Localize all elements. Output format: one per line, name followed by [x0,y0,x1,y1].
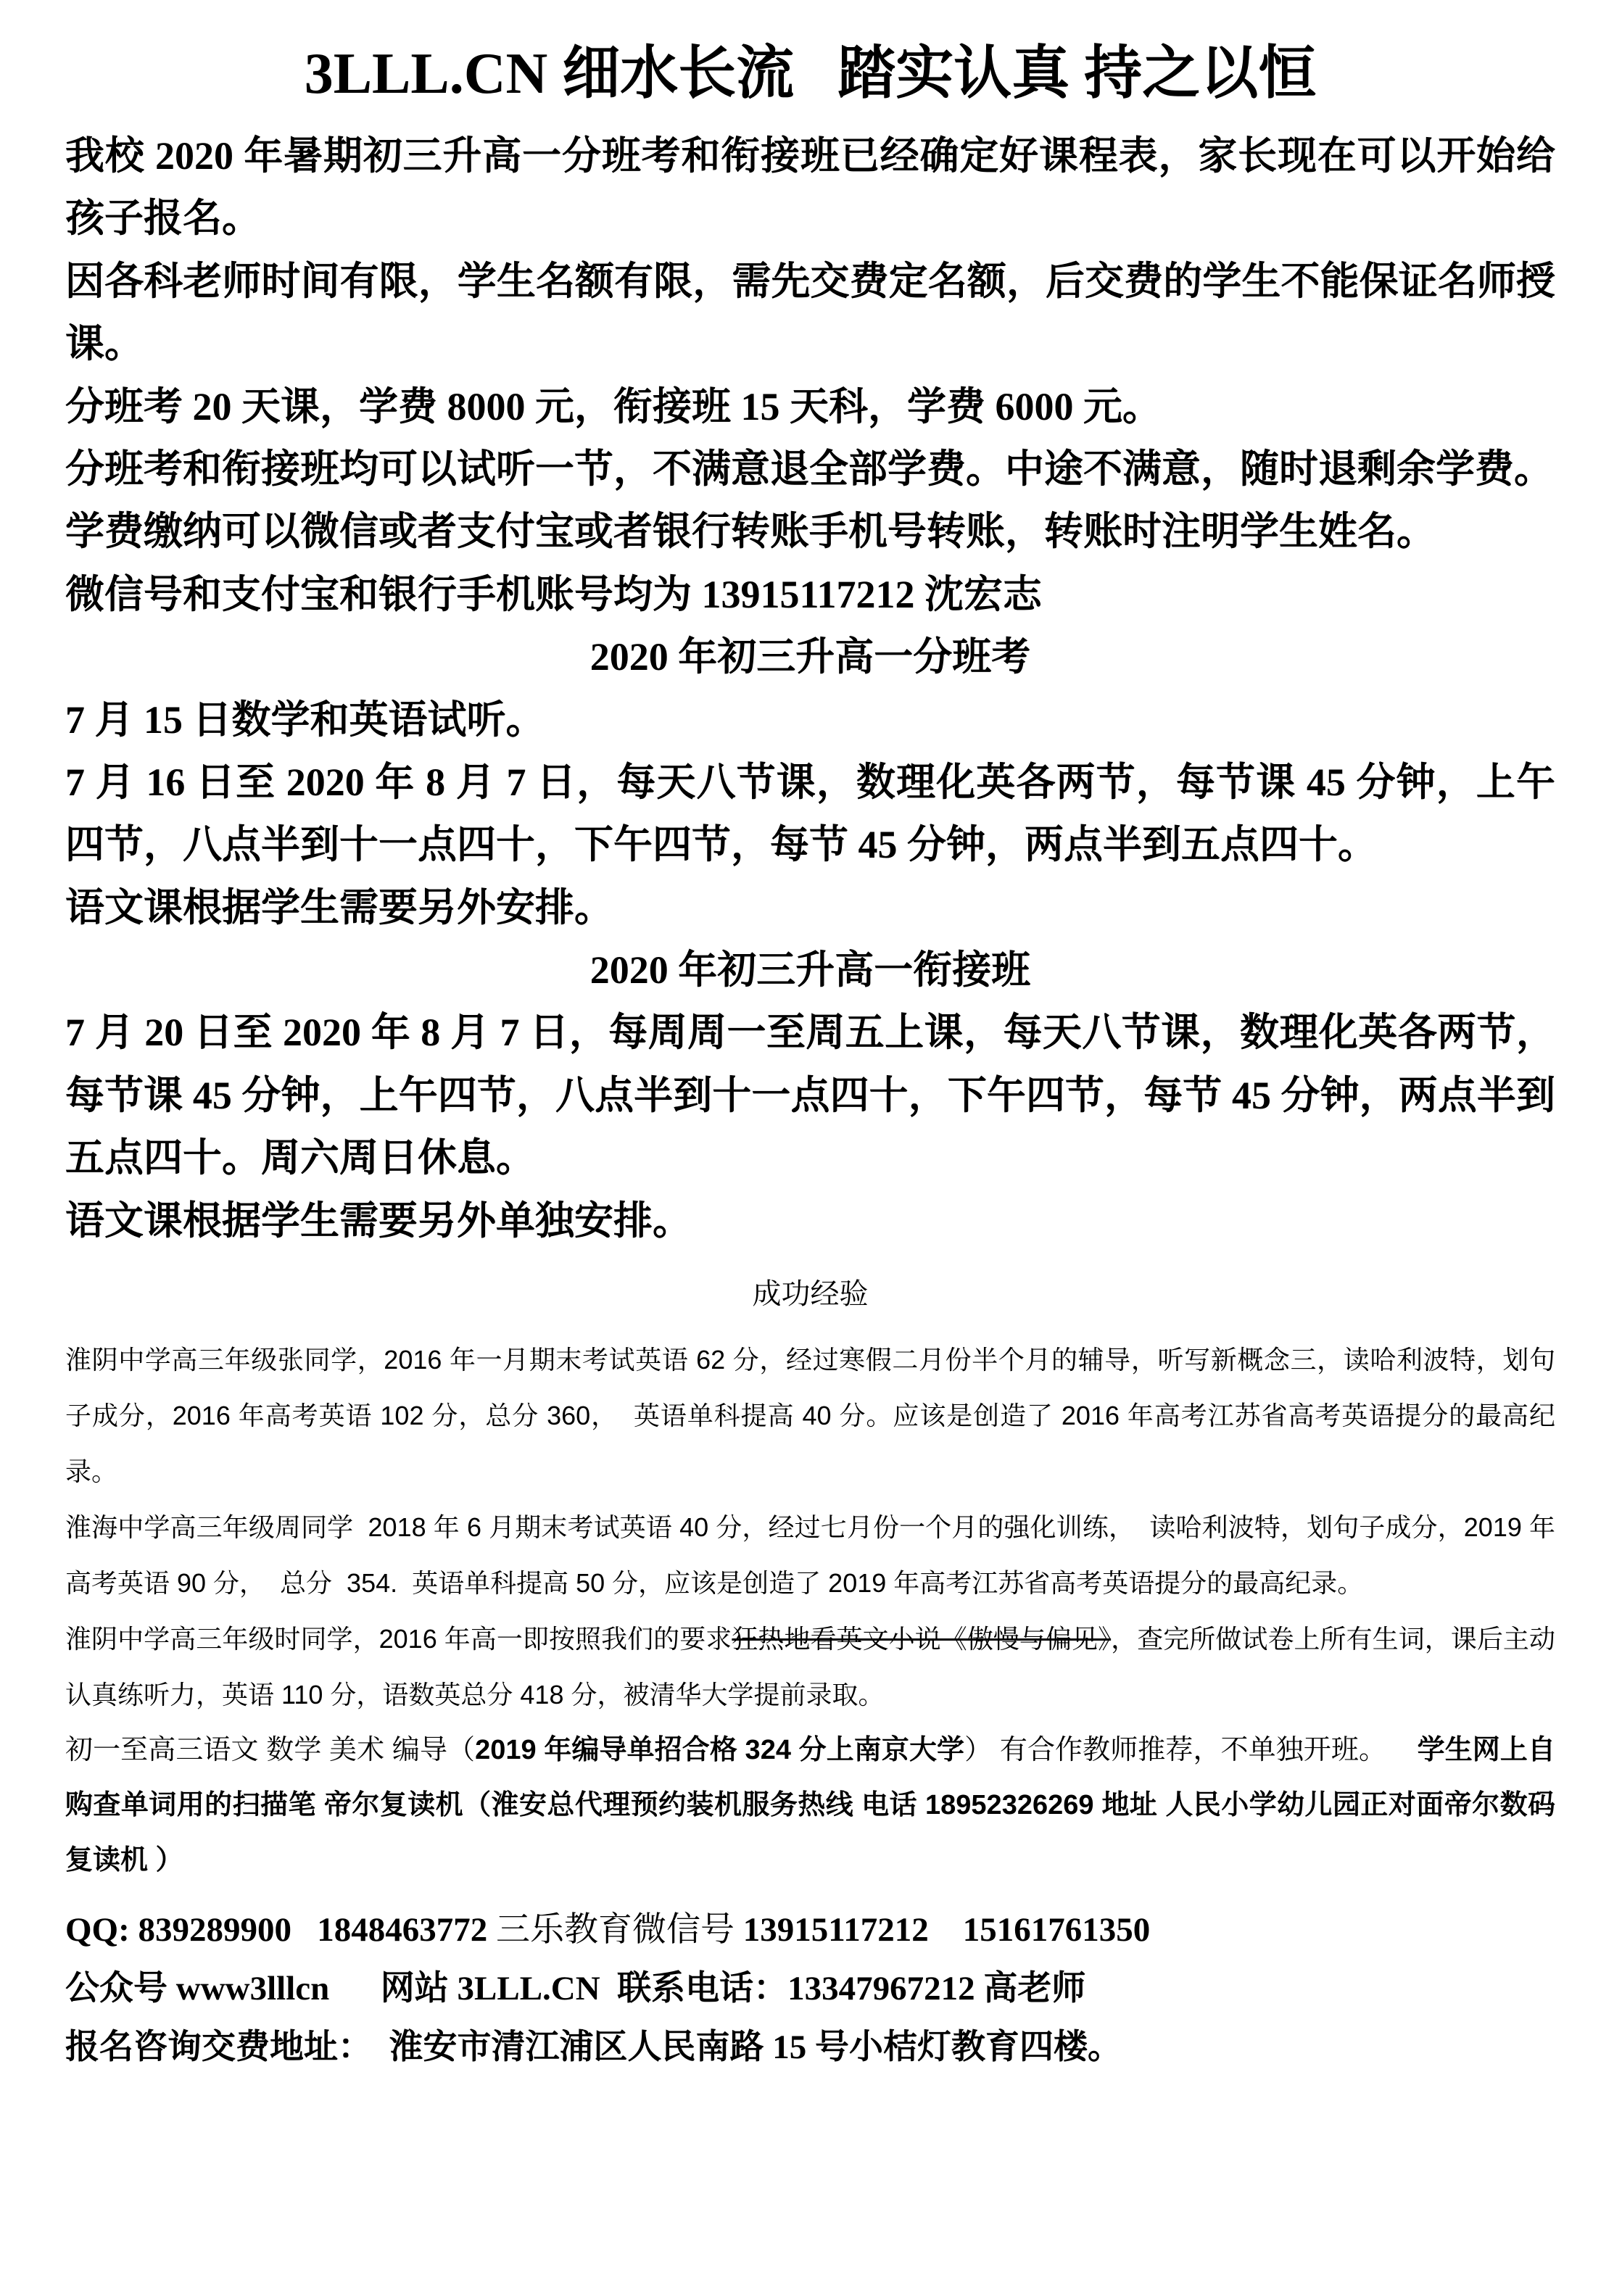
website-contact-line: 公众号 www3lllcn 网站 3LLL.CN 联系电话：13347967212 高老师 [65,1970,1086,2008]
section-heading-bridging-class: 2020 年初三升高一衔接班 [589,948,1031,992]
text-segment: 淮阴中学高三年级时同学，2016 年高一即按照我们的要求 [65,1624,732,1654]
intro-paragraph: 分班考和衔接班均可以试听一节，不满意退全部学费。中途不满意，随时退剩余学费。 [65,447,1553,491]
intro-paragraph: 分班考 20 天课，学费 8000 元，衔接班 15 天科，学费 6000 元。 [65,384,1162,428]
text-segment: 2019 年编导单招合格 324 分上南京大学 [475,1735,965,1766]
courses-section [65,1723,1555,1888]
success-section [65,1332,1555,1723]
text-segment: 13915117212 15161761350 [742,1911,1151,1949]
success-story: 淮阴中学高三年级张同学，2016 年一月期末考试英语 62 分，经过寒假二月份半个月的辅导，听写新概念三，读哈利波特，划句子成分，2016 年高考英语 102 分，总分 360， 英语单科提高 40 分。应该是创造了 2016 年高考江苏省高考英语提分的最高纪录。 [65,1345,1555,1487]
intro-paragraph: 微信号和支付宝和银行手机账号均为 13915117212 沈宏志 [65,572,1043,616]
text-segment: ，查完所做试卷上所有生词，课后主动认真练听力，英语 110 分，语数英总分 418 分，被清华大学提前录取。 [65,1624,1555,1710]
success-story [65,1611,1555,1723]
success-story: 淮海中学高三年级周同学 2018 年 6 月期末考试英语 40 分，经过七月份一个月的强化训练， 读哈利波特，划句子成分，2019 年高考英语 90 分， 总分 354. 英语单科提高 50 分，应该是创造了 2019 年高考江苏省高考英语提分的最高纪录。 [65,1512,1555,1599]
placement-exam-paragraph: 7 月 16 日至 2020 年 8 月 7 日，每天八节课，数理化英各两节，每节课 45 分钟，上午四节，八点半到十一点四十，下午四节，每节 45 分钟，两点半到五点四十。 [65,760,1555,867]
bridging-class-section [65,1001,1555,1252]
courses-line [65,1723,1555,1888]
section-heading-success: 成功经验 [752,1278,869,1311]
section-heading-placement-exam: 2020 年初三升高一分班考 [589,635,1031,679]
text-segment: 三乐教育微信号 [496,1911,743,1949]
intro-paragraph: 学费缴纳可以微信或者支付宝或者银行转账手机号转账，转账时注明学生姓名。 [65,510,1436,554]
intro-section [65,125,1555,626]
intro-paragraph: 因各科老师时间有限，学生名额有限，需先交费定名额，后交费的学生不能保证名师授课。 [65,259,1555,366]
placement-exam-paragraph: 语文课根据学生需要另外安排。 [65,885,613,929]
bridging-class-paragraph: 语文课根据学生需要另外单独安排。 [65,1198,692,1243]
address-line: 报名咨询交费地址： 淮安市清江浦区人民南路 15 号小桔灯教育四楼。 [65,2028,1122,2066]
text-segment: 学生网上自购查单词用的扫描笔 帝尔复读机（淮安总代理预约装机服务热线 电话 18952326269 地址 人民小学幼儿园正对面帝尔数码复读机 ） [65,1735,1555,1876]
text-segment: ） 有合作教师推荐，不单独开班。 [964,1735,1418,1766]
page-title: 3LLL.CN 细水长流 踏实认真 持之以恒 [304,42,1317,106]
bridging-class-paragraph: 7 月 20 日至 2020 年 8 月 7 日，每周周一至周五上课，每天八节课，数理化英各两节，每节课 45 分钟，上午四节，八点半到十一点四十，下午四节，每节 45 分钟，两点半到五点四十。周六周日休息。 [65,1011,1555,1180]
text-segment: 狂热地看英文小说《傲慢与偏见》 [732,1624,1112,1654]
text-segment: QQ: 839289900 1848463772 [65,1911,497,1949]
qq-contact-line [65,1901,1555,1960]
footer-contact-section [65,1901,1555,2076]
placement-exam-paragraph: 7 月 15 日数学和英语试听。 [65,697,545,742]
intro-paragraph: 我校 2020 年暑期初三升高一分班考和衔接班已经确定好课程表，家长现在可以开始给孩子报名。 [65,134,1555,241]
placement-exam-section [65,689,1555,940]
text-segment: 初一至高三语文 数学 美术 编导（ [65,1735,476,1766]
